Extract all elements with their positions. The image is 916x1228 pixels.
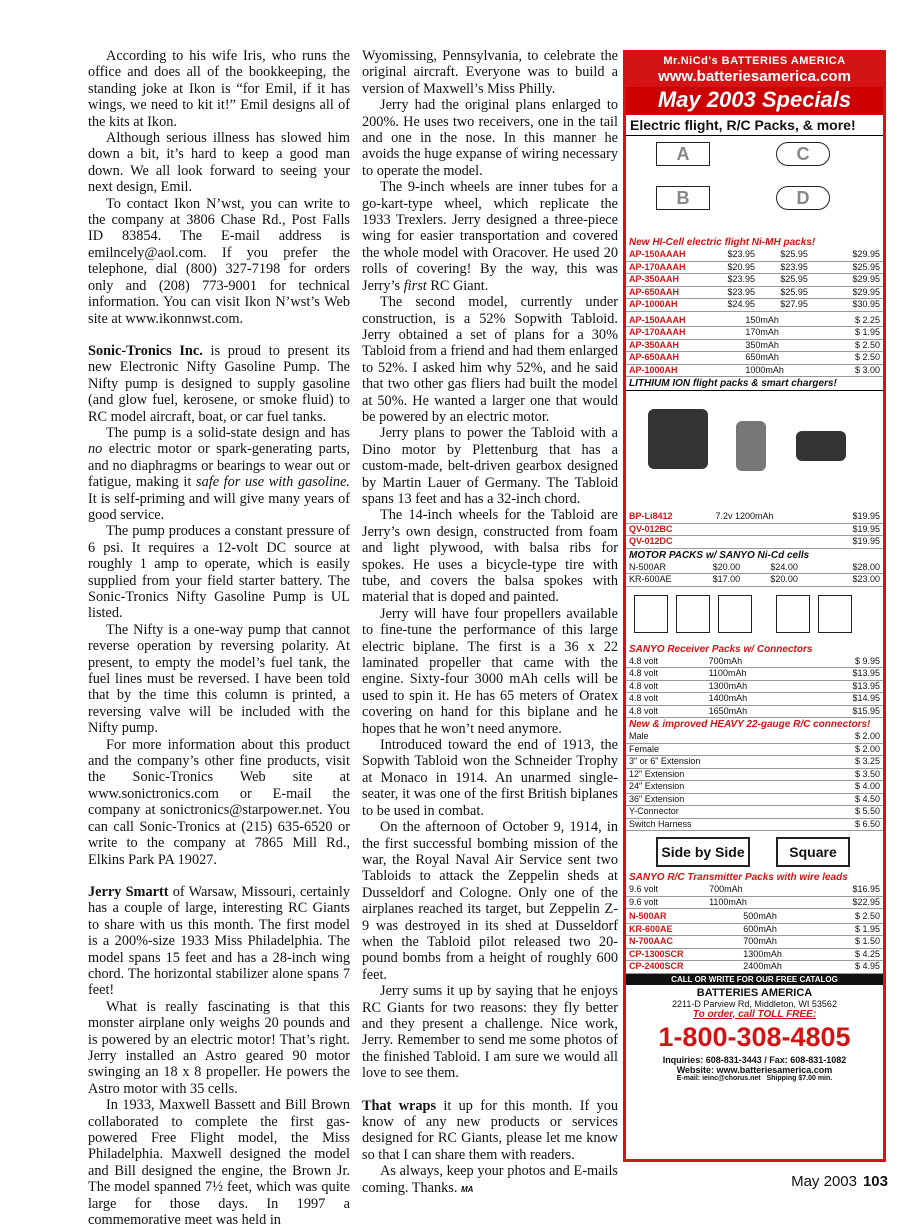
table-row	[626, 743, 883, 756]
table-cell: 1000mAh	[745, 364, 784, 375]
table-cell: 350mAh	[745, 339, 779, 350]
batteries-america-ad	[623, 50, 886, 1162]
table-cell: 24" Extension	[629, 781, 685, 791]
text: electric motor or spark-generating parts, and no diaphragms or bearings to wear out or fatigue, making it	[88, 441, 350, 491]
inquiries: Inquiries: 608-831-3443 / Fax: 608-831-1082	[662, 1054, 847, 1065]
pack-d-image: D	[776, 186, 830, 210]
email: E-mail: ieinc@chorus.net	[676, 1074, 761, 1082]
text: The 9-inch wheels are inner tubes for a go-kart-type wheel, which replicate the 1933 Trexlers. Jerry designed a three-piece wing for easier transportation and covered the whole model with Oracover. He used 20 rolls of covering! By the way, this was Jerry’s	[362, 179, 618, 294]
pack-shape-options	[626, 831, 883, 871]
text: RC Giant.	[426, 277, 489, 294]
table-cell: Switch Harness	[629, 818, 692, 829]
table-cell: KR-600AE	[629, 574, 672, 584]
table-cell: $ 3.50	[854, 768, 880, 779]
table-cell: 600mAh	[743, 923, 777, 934]
table-cell: $23.95	[727, 286, 756, 297]
email-shipping	[626, 1075, 883, 1082]
table-cell: $25.95	[780, 286, 808, 297]
table-row	[626, 339, 883, 352]
table-cell: $ 4.00	[854, 781, 880, 791]
table-cell: $14.95	[852, 693, 880, 703]
table-cell: $ 4.95	[854, 961, 880, 971]
table-row	[626, 923, 883, 936]
paragraph: For more information about this product and the company’s other fine products, visit the Sonic-Tronics Web site at www.sonictronics.com or E-mail the company at sonictronics@starpower.net. You can call Sonic-Tronics at (215) 635-6520 or write to the company at 7865 Mill Rd., Elkins Park PA 19027.	[88, 736, 350, 868]
lead-in: Sonic-Tronics Inc.	[88, 342, 203, 359]
paragraph	[88, 884, 350, 999]
table-cell: $30.95	[852, 299, 880, 309]
table-cell: $29.95	[852, 274, 880, 284]
text: is proud to present its new Electronic Nifty Gasoline Pump. The Nifty pump is designed to supply gasoline (and glow fuel, kerosene, or smoke fluid) to RC model aircraft, boat, or car fuel tanks.	[88, 342, 350, 425]
table-row	[626, 768, 883, 781]
order-text: To order, call TOLL FREE:	[692, 1008, 817, 1020]
table-row	[626, 705, 883, 718]
table-cell: AP-170AAAH	[629, 261, 686, 272]
table-cell: $25.95	[780, 274, 808, 284]
table-cell: 7.2v 1200mAh	[715, 511, 774, 521]
table-cell: 4.8 volt	[629, 680, 659, 691]
paragraph: The 14-inch wheels for the Tabloid are Jerry’s own design, constructed from foam and light plywood, with balsa ribs for spokes. He uses a bicycle-type tire with tube, and covers the balsa spokes with material that is doped and painted.	[362, 507, 618, 606]
paragraph: Jerry will have four propellers available to fine-tune the performance of this large electric biplane. The first is a 36 x 22 laminated propeller that came with the engine. Sixty-four 3000 mAh cells will be used to spin it. He has 65 meters of Oratex covering on hand for this biplane and he hopes that he won’t need anymore.	[362, 605, 618, 737]
table-row	[626, 656, 883, 668]
table-cell: $29.95	[852, 286, 880, 297]
charger-image	[796, 431, 846, 461]
lithium-heading: LITHIUM ION flight packs & smart chargers!	[629, 378, 837, 389]
table-row	[626, 364, 883, 377]
text: of Warsaw, Missouri, certainly has a couple of large, interesting RC Giants to share with us this month. The first model is a 200%-size 1933 Miss Philadelphia. The model spans 15 feet and has a 28-inch wing chord. The horizontal stabilizer alone spans 7 feet!	[88, 883, 350, 999]
table-cell: 2400mAh	[743, 961, 782, 971]
cell-image	[634, 595, 668, 633]
table-cell: $23.95	[727, 249, 756, 259]
cell-image	[676, 595, 710, 633]
table-cell: N-500AR	[629, 561, 667, 572]
table-row	[626, 327, 883, 340]
table-row	[626, 511, 883, 523]
table-cell: QV-012DC	[629, 536, 673, 546]
table-cell	[713, 523, 825, 536]
table-cell: $22.95	[852, 896, 880, 907]
paragraph: Jerry had the original plans enlarged to 200%. He uses two receivers, one in the tail and one in the nose. In this manner he avoids the huge expanse of wiring necessary to operate the model.	[362, 97, 618, 179]
table-cell: $ 2.25	[854, 314, 880, 325]
table-cell: QV-012BC	[629, 523, 673, 534]
table-cell: Y-Connector	[629, 806, 679, 816]
table-cell: Female	[629, 743, 660, 754]
table-cell: $ 2.00	[854, 743, 880, 754]
ad-brand: Mr.NiCd's BATTERIES AMERICA	[626, 53, 883, 68]
table-cell: AP-350AAH	[629, 339, 680, 350]
table-cell: $15.95	[852, 705, 880, 716]
table-cell: 1100mAh	[709, 896, 747, 907]
cell-image	[718, 595, 752, 633]
pack-image	[736, 421, 766, 471]
table-row	[626, 668, 883, 681]
single-cell-price-table	[626, 315, 883, 378]
table-cell: $ 5.50	[854, 806, 880, 816]
text: The pump is a solid-state design and has	[106, 424, 350, 441]
end-mark: MA	[461, 1184, 474, 1194]
paragraph: The pump produces a constant pressure of 6 psi. It requires a 12-volt DC source at roughly 1 amp to operate, which is easily supplied from your field starter battery. The Sonic-Tronics Nifty Gasoline Pump is UL listed.	[88, 523, 350, 622]
table-cell: $20.95	[727, 261, 756, 272]
table-cell: $ 9.95	[854, 655, 880, 666]
paragraph: Jerry sums it up by saying that he enjoys RC Giants for two reasons: they fly better and they present a challenge. Nice work, Jerry. Remember to send me some photos of the finished Tabloid. I am sure we would all love to see them.	[362, 983, 618, 1082]
table-cell: $24.95	[727, 299, 756, 309]
cell-price-table	[626, 911, 883, 974]
table-cell: 700mAh	[709, 884, 743, 894]
table-row	[626, 286, 883, 299]
table-cell: AP-350AAH	[629, 274, 680, 284]
hicell-heading: New HI-Cell electric flight Ni-MH packs!	[629, 237, 816, 248]
table-cell: $ 4.25	[854, 948, 880, 959]
table-cell: 9.6 volt	[629, 884, 659, 894]
table-cell: $ 6.50	[854, 818, 880, 829]
page-footer	[791, 1173, 888, 1190]
table-cell: $23.95	[780, 261, 808, 272]
table-cell: $ 3.25	[854, 756, 880, 766]
table-cell: 650mAh	[745, 352, 779, 362]
paragraph	[362, 179, 618, 294]
table-cell: 700mAh	[743, 936, 777, 946]
table-cell: $ 2.50	[854, 352, 880, 362]
table-cell: $27.95	[780, 299, 808, 309]
table-cell: AP-1000AH	[629, 299, 678, 309]
table-cell: $19.95	[852, 511, 880, 521]
table-row	[626, 884, 883, 896]
table-row	[626, 961, 883, 974]
article-column-left	[88, 48, 350, 1228]
transmitter-heading: SANYO R/C Transmitter Packs with wire leads	[629, 872, 848, 883]
motor-pack-price-table	[626, 562, 883, 587]
table-row	[626, 261, 883, 274]
table-cell: 1650mAh	[708, 705, 748, 716]
table-cell: 4.8 volt	[629, 705, 659, 716]
connector-heading: New & improved HEAVY 22-gauge R/C connectors!	[629, 719, 871, 730]
table-cell: 4.8 volt	[629, 693, 659, 703]
table-row	[626, 756, 883, 769]
side-by-side-label: Side by Side	[656, 837, 750, 867]
table-row	[626, 911, 883, 923]
emphasis: first	[403, 277, 427, 294]
motor-pack-illustration	[626, 587, 883, 643]
text: it up for this month. If you know of any new products or services designed for RC Giants, please let me know so that I can share them with readers.	[362, 1097, 618, 1163]
lead-in: That wraps	[362, 1097, 437, 1114]
charger-image	[648, 409, 708, 469]
connector-price-table	[626, 731, 883, 831]
table-cell: $29.95	[852, 249, 880, 259]
table-cell: KR-600AE	[629, 923, 673, 934]
table-cell: N-500AR	[629, 911, 667, 921]
table-cell: $24.00	[770, 561, 798, 572]
ad-specials-title: May 2003 Specials	[626, 87, 883, 115]
catalog-banner: CALL OR WRITE FOR OUR FREE CATALOG	[626, 974, 883, 985]
table-cell: $ 2.00	[854, 731, 880, 741]
receiver-price-table	[626, 656, 883, 719]
table-cell: 4.8 volt	[629, 655, 659, 666]
table-cell: 500mAh	[743, 911, 777, 921]
table-cell: $ 4.50	[854, 793, 880, 804]
table-cell: 4.8 volt	[629, 668, 659, 678]
table-cell: AP-150AAAH	[629, 314, 686, 325]
paragraph: To contact Ikon N’wst, you can write to the company at 3806 Chase Rd., Post Falls ID 83854. The E-mail address is emilncely@aol.com. If you prefer the telephone, dial (800) 327-7198 for orders only and (208) 773-9001 for technical information. You can visit Ikon N’wst’s Web site at www.ikonnwst.com.	[88, 195, 350, 327]
table-cell: AP-170AAAH	[629, 327, 686, 337]
table-row	[626, 274, 883, 287]
table-cell: 36" Extension	[629, 793, 685, 804]
table-row	[626, 693, 883, 706]
paragraph: The second model, currently under construction, is a 52% Sopwith Tabloid. Jerry obtained a set of plans for a 30% Tabloid from a friend and had them enlarged to 52%. I asked him why 52%, and he said that two other gas fliers had built the model at 50%. He wanted a larger one that would be powered by an electric motor.	[362, 294, 618, 425]
square-label: Square	[776, 837, 850, 867]
pack-a-image: A	[656, 142, 710, 166]
ad-url[interactable]: www.batteriesamerica.com	[626, 68, 883, 87]
table-row	[626, 249, 883, 261]
table-row	[626, 793, 883, 806]
table-cell: BP-Li8412	[629, 511, 673, 521]
table-cell: $16.95	[852, 884, 880, 894]
company-address: 2211-D Parview Rd, Middleton, WI 53562	[672, 998, 837, 1009]
table-cell: CP-1300SCR	[629, 948, 684, 959]
lead-in: Jerry Smartt	[88, 883, 169, 900]
table-cell	[713, 536, 825, 549]
table-cell: 1300mAh	[708, 680, 748, 691]
table-cell: 150mAh	[745, 314, 779, 325]
table-row	[626, 574, 883, 587]
table-cell: $25.95	[852, 261, 880, 272]
website[interactable]: Website: www.batteriesamerica.com	[676, 1064, 833, 1075]
table-row	[626, 299, 883, 312]
table-row	[626, 536, 883, 549]
text: It is self-priming and will give many years of good service.	[88, 490, 350, 523]
paragraph	[88, 425, 350, 523]
table-cell: $13.95	[852, 680, 880, 691]
table-cell: $ 1.95	[854, 923, 880, 934]
table-cell: $ 2.50	[854, 911, 880, 921]
pack-c-image: C	[776, 142, 830, 166]
motor-pack-heading: MOTOR PACKS w/ SANYO Ni-Cd cells	[629, 549, 810, 561]
table-cell: AP-1000AH	[629, 364, 678, 375]
table-cell: N-700AAC	[629, 936, 674, 946]
ad-subtitle: Electric flight, R/C Packs, & more!	[626, 115, 883, 136]
paragraph: According to his wife Iris, who runs the office and does all of the bookkeeping, the standing joke at Ikon is “for Emil, if it has wings, we need to kit it!” Emil designs all of the kits at Ikon.	[88, 48, 350, 130]
table-row	[626, 680, 883, 693]
table-cell: $19.95	[852, 536, 880, 546]
emphasis: no	[88, 441, 103, 458]
table-cell: $ 1.95	[854, 327, 880, 337]
paragraph: Introduced toward the end of 1913, the Sopwith Tabloid won the Schneider Trophy at Monaco in 1914. An unarmed single-seater, it was one of the first British biplanes to be used in combat.	[362, 737, 618, 819]
text: As always, keep your photos and E-mails coming. Thanks.	[362, 1163, 618, 1196]
paragraph: Wyomissing, Pennsylvania, to celebrate the original aircraft. Everyone was to build a version of Maxwell’s Miss Philly.	[362, 48, 618, 97]
company-name: BATTERIES AMERICA	[696, 986, 813, 999]
order-line	[626, 1009, 883, 1020]
table-cell: $23.00	[852, 574, 880, 584]
table-cell: 1100mAh	[708, 668, 747, 678]
table-row	[626, 315, 883, 327]
table-cell: Male	[629, 731, 649, 741]
table-row	[626, 781, 883, 794]
paragraph: On the afternoon of October 9, 1914, in the first successful bombing mission of the war, the Royal Naval Air Service sent two Tabloids to attack the Zeppelin sheds at Dusseldorf and Cologne. Only one of the airplanes reached its target, but Zeppelin Z-9 was destroyed in its shed at Dusseldorf when the Tabloid pilot released two 20-pound bombs from a height of roughly 600 feet.	[362, 819, 618, 983]
table-cell: $ 1.50	[854, 936, 880, 946]
toll-free-phone[interactable]: 1-800-308-4805	[658, 1021, 851, 1052]
table-cell: AP-650AAH	[629, 286, 680, 297]
hicell-price-table	[626, 249, 883, 312]
table-cell: $19.95	[852, 523, 880, 534]
table-cell: $17.00	[712, 574, 741, 584]
emphasis: safe for use with gasoline.	[196, 474, 350, 491]
shipping-note: Shipping $7.00 min.	[766, 1074, 833, 1082]
table-cell: $13.95	[852, 668, 880, 678]
table-cell: $ 2.50	[854, 339, 880, 350]
paragraph	[88, 343, 350, 425]
table-row	[626, 523, 883, 536]
paragraph	[362, 1098, 618, 1164]
table-cell: 170mAh	[745, 327, 779, 337]
page-number: 103	[862, 1173, 888, 1190]
cell-image	[818, 595, 852, 633]
table-row	[626, 896, 883, 909]
transmitter-price-table	[626, 884, 883, 909]
receiver-heading: SANYO Receiver Packs w/ Connectors	[629, 643, 813, 655]
cell-image	[776, 595, 810, 633]
table-row	[626, 731, 883, 743]
table-cell: $28.00	[852, 561, 880, 572]
table-cell: 9.6 volt	[629, 896, 659, 907]
table-cell: 1400mAh	[708, 693, 748, 703]
paragraph: Although serious illness has slowed him down a bit, it’s hard to keep a good man down. We all look forward to seeing your next design, Emil.	[88, 130, 350, 196]
battery-pack-illustrations	[626, 136, 883, 236]
table-row	[626, 948, 883, 961]
paragraph	[362, 1163, 618, 1198]
table-cell: AP-650AAH	[629, 352, 680, 362]
charger-illustrations	[626, 390, 883, 511]
article-column-middle	[362, 48, 618, 1198]
table-row	[626, 818, 883, 831]
table-cell: $ 3.00	[854, 364, 880, 375]
table-row	[626, 806, 883, 819]
table-cell: 1300mAh	[743, 948, 782, 959]
table-cell: 12" Extension	[629, 768, 685, 779]
table-cell: $23.95	[727, 274, 756, 284]
paragraph: What is really fascinating is that this monster airplane only weighs 20 pounds and is powered by an electric motor! That’s right. Jerry installed an Astro geared 90 motor swinging an 18 x 8 propeller. He powers the Astro motor with 35 cells.	[88, 998, 350, 1097]
table-cell: 700mAh	[708, 655, 743, 666]
table-row	[626, 352, 883, 365]
table-row	[626, 562, 883, 574]
table-row	[626, 936, 883, 949]
charger-price-table	[626, 511, 883, 549]
table-cell: AP-150AAAH	[629, 249, 686, 259]
paragraph: Jerry plans to power the Tabloid with a Dino motor by Plettenburg that has a custom-made, belt-driven gearbox designed by Martin Lauer of Germany. The Tabloid spans 13 feet and has a 32-inch chord.	[362, 425, 618, 507]
paragraph: In 1933, Maxwell Bassett and Bill Brown collaborated to complete the first gas-powered Free Flight model, the Miss Philadelphia. Maxwell designed the model and Bill designed the engine, the Brown Jr. The model spanned 7½ feet, which was quite large for those days. In 1997 a commemorative meet was held in	[88, 1097, 350, 1228]
table-cell: CP-2400SCR	[629, 961, 684, 971]
table-cell: $20.00	[770, 574, 798, 584]
table-cell: $25.95	[780, 249, 808, 259]
table-cell: 3" or 6" Extension	[629, 756, 701, 766]
issue-date: May 2003	[791, 1173, 857, 1190]
pack-b-image: B	[656, 186, 710, 210]
paragraph: The Nifty is a one-way pump that cannot reverse operation by reversing polarity. At present, to empty the model’s fuel tank, the fuel lines must be reversed. I have been told that by the time this column is printed, a reversing valve will be included with the Nifty pump.	[88, 621, 350, 737]
table-cell: $20.00	[712, 561, 741, 572]
